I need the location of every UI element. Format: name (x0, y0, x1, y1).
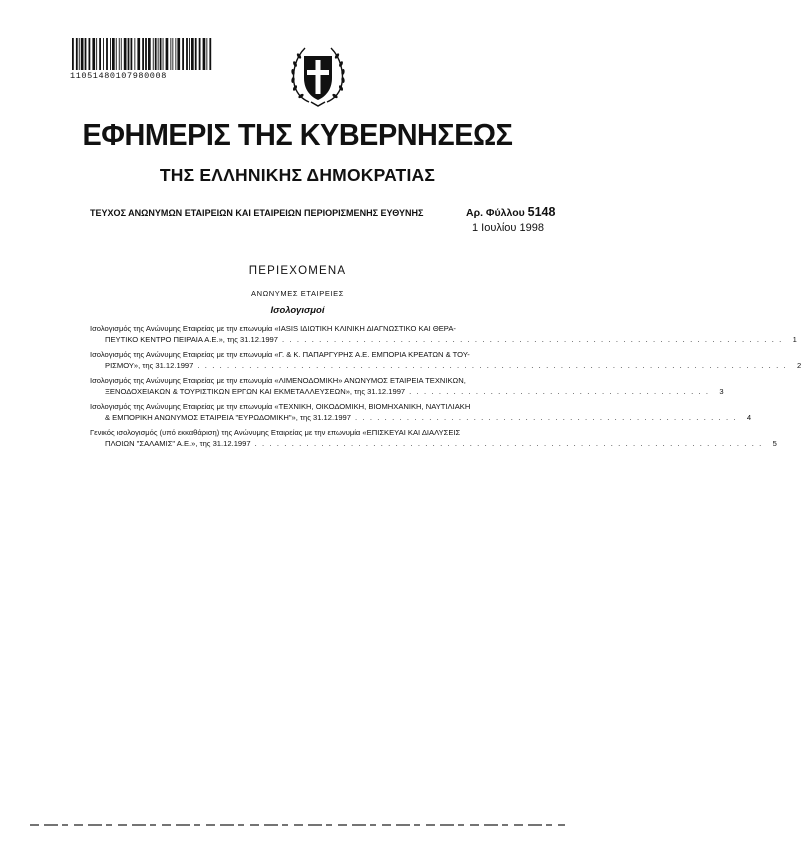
contents-entry (90, 324, 797, 345)
leader-dots: . . . . . . . . . . . . . . . . . . . . . . . . . . . . . . . . . . . . . . . . . . . . . . . . . . . . . . . . . . . . . . . . . . . . (282, 334, 783, 344)
contents-entry (90, 402, 752, 423)
sheet-number-block (466, 205, 555, 219)
entry-line-2: & ΕΜΠΟΡΙΚΗ ΑΝΩΝΥΜΟΣ ΕΤΑΙΡΕΙΑ "ΕΥΡΩΔΟΜΙΚΗ"», της 31.12.1997 (105, 412, 351, 422)
sheet-label: Αρ. Φύλλου (466, 207, 525, 219)
leader-dots: . . . . . . . . . . . . . . . . . . . . . . . . . . . . . . . . . . . . . . . . . (409, 386, 710, 396)
footer-rule (30, 824, 565, 826)
entry-line-2: ΠΛΟΙΩΝ "ΣΑΛΑΜΙΣ" Α.Ε.», της 31.12.1997 (105, 438, 251, 448)
entry-line-2: ΞΕΝΟΔΟΧΕΙΑΚΩΝ & ΤΟΥΡΙΣΤΙΚΩΝ ΕΡΓΩΝ ΚΑΙ ΕΚΜΕΤΑΛΛΕΥΣΕΩΝ», της 31.12.1997 (105, 386, 406, 396)
barcode-bar (137, 38, 140, 70)
issue-date: 1 Ιουλίου 1998 (472, 222, 544, 234)
barcode-bar (172, 38, 173, 70)
barcode-bar (81, 38, 84, 70)
barcode-bar (89, 38, 91, 70)
barcode-bar (96, 38, 97, 70)
entry-page-number: 2 (797, 360, 801, 370)
barcode-bar (92, 38, 95, 70)
barcode-bar (79, 38, 80, 70)
barcode-bar (195, 38, 197, 70)
contents-entry (90, 376, 724, 397)
barcode-bar (153, 38, 154, 70)
gazette-title: ΕΦΗΜΕΡΙΣ ΤΗΣ ΚΥΒΕΡΝΗΣΕΩΣ (82, 117, 513, 152)
entry-page-number: 1 (792, 334, 797, 344)
barcode-bar (166, 38, 169, 70)
barcode-bar (189, 38, 190, 70)
barcode-bar (76, 38, 78, 70)
barcode-bar (116, 38, 117, 70)
barcode-bar (131, 38, 133, 70)
contents-heading: ΠΕΡΙΕΧΟΜΕΝΑ (248, 265, 347, 277)
contents-entry (90, 350, 801, 371)
entry-line-1: Ισολογισμός της Ανώνυμης Εταιρείας με την επωνυμία «IASIS ΙΔΙΩΤΙΚΗ ΚΛΙΝΙΚΗ ΔΙΑΓΝΩΣΤΙΚΟ ΚΑΙ ΘΕΡΑ- (90, 324, 456, 333)
leader-dots: . . . . . . . . . . . . . . . . . . . . . . . . . . . . . . . . . . . . . . . . . . . . . . . . . . . . . . . . . . . . . . . . . . . . . (254, 438, 763, 448)
entry-line-2: ΠΕΥΤΙΚΟ ΚΕΝΤΡΟ ΠΕΙΡΑΙΑ Α.Ε.», της 31.12.1997 (105, 334, 279, 344)
barcode-bar (160, 38, 162, 70)
barcode-bar (99, 38, 101, 70)
entry-line-2: ΡΙΣΜΟΥ», της 31.12.1997 (105, 360, 194, 370)
entry-page-number: 3 (719, 386, 724, 396)
barcode (70, 38, 212, 80)
barcode-bar (134, 38, 135, 70)
entry-page-number: 4 (746, 412, 752, 422)
barcode-bar (119, 38, 120, 70)
barcode-bar (148, 38, 151, 70)
leader-dots: . . . . . . . . . . . . . . . . . . . . . . . . . . . . . . . . . . . . . . . . . . . . . . . . . . . . (355, 412, 738, 422)
barcode-bar (124, 38, 127, 70)
entry-line-1: Γενικός ισολογισμός (υπό εκκαθάριση) της Ανώνυμης Εταιρείας με την επωνυμία «ΕΠΙΣΚΕΥΑΙ ΚΑΙ ΔΙΑΛΥΣΕΙΣ (90, 428, 461, 437)
barcode-bar (85, 38, 87, 70)
subsection-heading: Ισολογισμοί (270, 305, 325, 316)
greek-coat-of-arms-icon (287, 42, 349, 108)
sheet-number: 5148 (527, 205, 556, 219)
barcode-bar (110, 38, 111, 70)
barcode-bar (175, 38, 176, 70)
entry-line-1: Ισολογισμός της Ανώνυμης Εταιρείας με την επωνυμία «Γ. & Κ. ΠΑΠΑΡΓΥΡΗΣ Α.Ε. ΕΜΠΟΡΙΑ ΚΡΕΑΤΩΝ & ΤΟΥ- (90, 350, 470, 359)
barcode-bar (128, 38, 130, 70)
barcode-bar (199, 38, 201, 70)
barcode-bar (206, 38, 207, 70)
barcode-bar (170, 38, 171, 70)
section-heading: ΑΝΩΝΥΜΕΣ ΕΤΑΙΡΕΙΕΣ (250, 289, 345, 298)
entry-line-1: Ισολογισμός της Ανώνυμης Εταιρείας με την επωνυμία «ΤΕΧΝΙΚΗ, ΟΙΚΟΔΟΜΙΚΗ, ΒΙΟΜΗΧΑΝΙΚΗ, ΝΑΥΤΙΛΙΑΚΗ (90, 402, 471, 411)
barcode-bar (177, 38, 180, 70)
barcode-bars (70, 38, 212, 70)
barcode-bar (191, 38, 194, 70)
barcode-bar (155, 38, 157, 70)
gazette-subtitle: ΤΗΣ ΕΛΛΗΝΙΚΗΣ ΔΗΜΟΚΡΑΤΙΑΣ (159, 165, 436, 185)
entry-line-1: Ισολογισμός της Ανώνυμης Εταιρείας με την επωνυμία «ΛΙΜΕΝΟΔΟΜΙΚΗ» ΑΝΩΝΥΜΟΣ ΕΤΑΙΡΕΙΑ ΤΕΧΝΙΚΩΝ, (90, 376, 466, 385)
entry-page-number: 5 (772, 438, 777, 448)
barcode-number: 11051480107980008 (70, 71, 167, 81)
barcode-bar (103, 38, 104, 70)
barcode-bar (209, 38, 211, 70)
barcode-bar (106, 38, 108, 70)
contents-entry (90, 428, 777, 449)
barcode-bar (186, 38, 188, 70)
leader-dots: . . . . . . . . . . . . . . . . . . . . . . . . . . . . . . . . . . . . . . . . . . . . . . . . . . . . . . . . . . . . . . . . . . . . . . . . . . . . . . . . (197, 360, 788, 370)
barcode-bar (203, 38, 206, 70)
barcode-bar (142, 38, 144, 70)
issue-series: ΤΕΥΧΟΣ ΑΝΩΝΥΜΩΝ ΕΤΑΙΡΕΙΩΝ ΚΑΙ ΕΤΑΙΡΕΙΩΝ ΠΕΡΙΟΡΙΣΜΕΝΗΣ ΕΥΘΥΝΗΣ (90, 208, 424, 219)
barcode-bar (121, 38, 122, 70)
barcode-bar (182, 38, 184, 70)
barcode-bar (112, 38, 115, 70)
barcode-bar (72, 38, 74, 70)
barcode-bar (158, 38, 159, 70)
barcode-bar (145, 38, 147, 70)
barcode-bar (163, 38, 164, 70)
